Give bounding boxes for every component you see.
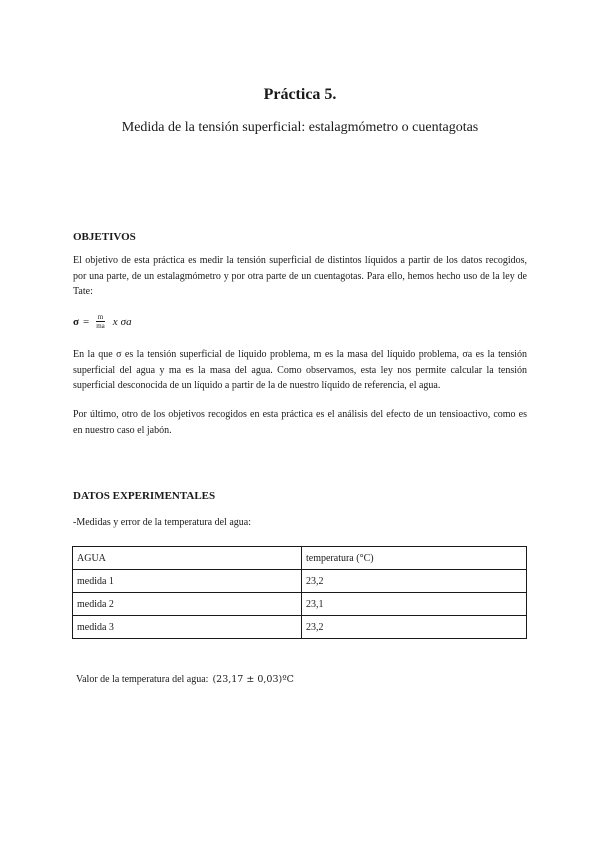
objetivos-last: Por último, otro de los objetivos recogidos en esta práctica es el análisis del efecto de un tensioactivo, como es en nuestro caso el jabón. xyxy=(73,409,527,436)
page-subtitle: Medida de la tensión superficial: estalagmómetro o cuentagotas xyxy=(121,120,479,135)
objetivos-heading: OBJETIVOS xyxy=(73,231,136,243)
temperature-table xyxy=(72,546,527,639)
table-cell: medida 1 xyxy=(73,570,302,593)
table-cell: medida 2 xyxy=(73,593,302,616)
formula-lhs: σ xyxy=(73,315,79,328)
table-header-row xyxy=(73,547,527,570)
result-label: Valor de la temperatura del agua: xyxy=(76,674,209,685)
formula-rhs: σa xyxy=(120,315,132,328)
table-header-cell: AGUA xyxy=(73,547,302,570)
table-row xyxy=(73,570,527,593)
formula-denominator: ma xyxy=(96,322,105,330)
result-value: (23,17 ± 0,03)ºC xyxy=(212,674,294,685)
formula-multiply: x xyxy=(112,315,118,328)
page-title: Práctica 5. xyxy=(263,86,337,103)
formula-fraction xyxy=(94,313,107,330)
formula-numerator: m xyxy=(97,313,104,321)
table-caption: -Medidas y error de la temperatura del agua: xyxy=(73,517,251,528)
table-cell: 23,2 xyxy=(302,616,527,639)
formula-equals: = xyxy=(82,315,90,328)
objetivos-intro: El objetivo de esta práctica es medir la tensión superficial de distintos líquidos a partir de los datos recogidos, por una parte, de un estalagmómetro y por otra parte de un cuentagotas. Para ello, hemos hecho uso de la ley de Tate: xyxy=(73,255,527,297)
temperature-result xyxy=(76,674,294,685)
table-row xyxy=(73,593,527,616)
objetivos-explanation: En la que σ es la tensión superficial de líquido problema, m es la masa del líquido problema, σa es la tensión superficial del agua y ma es la masa del agua. Como observamos, esta ley nos permite calcular la tensión superficial desconocida de un líquido a partir de la de nuestro líquido de referencia, el agua. xyxy=(73,349,527,391)
table-row xyxy=(73,616,527,639)
tate-formula xyxy=(73,313,132,330)
table-header-cell: temperatura (°C) xyxy=(302,547,527,570)
table-cell: 23,2 xyxy=(302,570,527,593)
table-cell: 23,1 xyxy=(302,593,527,616)
datos-heading: DATOS EXPERIMENTALES xyxy=(73,490,216,502)
table-cell: medida 3 xyxy=(73,616,302,639)
